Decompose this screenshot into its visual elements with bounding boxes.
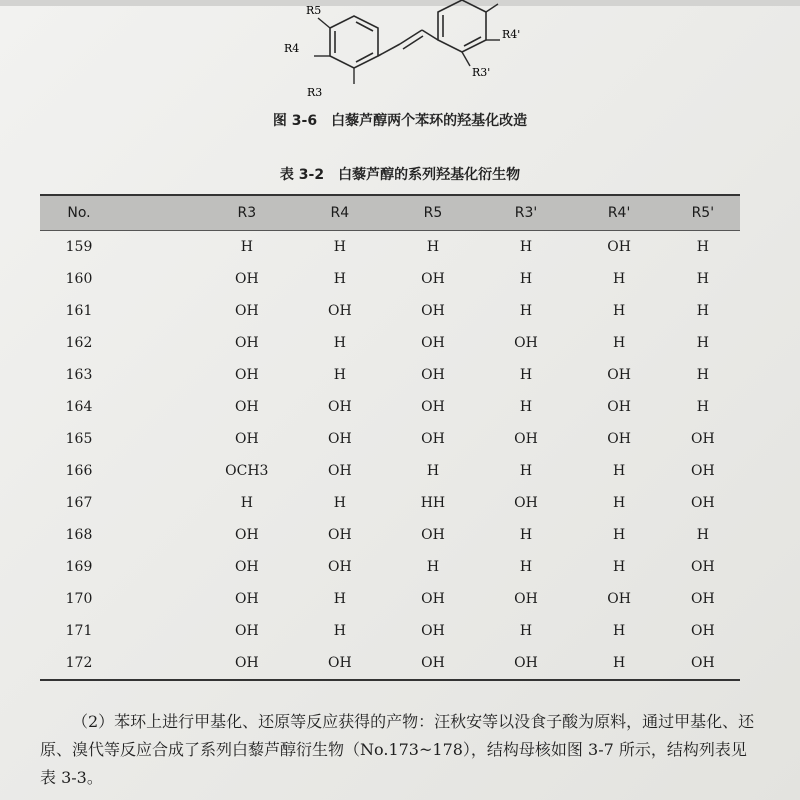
- label-r5: R5: [306, 4, 322, 17]
- substituent-cell: H: [519, 623, 533, 639]
- substituent-cell: OH: [234, 399, 259, 415]
- substituent-cell: OH: [234, 591, 259, 607]
- substituent-cell: H: [696, 271, 709, 287]
- substituent-cell: OH: [690, 431, 715, 447]
- substituent-cell: OH: [690, 495, 715, 511]
- substituent-cell: OH: [690, 623, 715, 639]
- figure-caption: [0, 110, 800, 130]
- substituent-cell: OH: [421, 623, 445, 639]
- substituent-cell: H: [612, 303, 626, 319]
- substituent-cell: OH: [607, 431, 631, 447]
- substituent-cell: H: [696, 527, 709, 543]
- substituent-cell: H: [696, 399, 709, 415]
- header-r5-prime: R5': [691, 205, 715, 221]
- substituent-cell: OH: [607, 399, 631, 415]
- substituent-cell: OH: [421, 655, 445, 671]
- substituent-cell: H: [519, 399, 533, 415]
- substituent-cell: H: [696, 367, 709, 383]
- substituent-cell: OH: [234, 431, 259, 447]
- substituent-cell: OH: [234, 623, 259, 639]
- table-row: [40, 263, 740, 295]
- resveratrol-structure-figure: [270, 0, 530, 104]
- compound-number-cell: 163: [65, 367, 93, 383]
- substituent-cell: H: [333, 495, 346, 511]
- table-row: [40, 615, 740, 647]
- substituent-cell: OH: [328, 559, 352, 575]
- substituent-cell: H: [333, 623, 346, 639]
- table-row: [40, 519, 740, 551]
- substituent-cell: H: [333, 367, 346, 383]
- substituent-cell: OH: [421, 367, 445, 383]
- table-header: [40, 194, 740, 231]
- substituent-cell: H: [519, 463, 533, 479]
- substituent-cell: OH: [328, 527, 352, 543]
- substituent-cell: OH: [690, 463, 715, 479]
- substituent-cell: H: [519, 303, 533, 319]
- substituent-cell: H: [333, 239, 346, 255]
- header-r4-prime: R4': [607, 205, 631, 221]
- substituent-cell: OH: [690, 655, 715, 671]
- substituent-cell: OH: [514, 335, 538, 351]
- compound-number-cell: 169: [65, 559, 93, 575]
- substituent-cell: OH: [234, 271, 259, 287]
- header-no: No.: [67, 205, 91, 221]
- substituent-cell: OH: [328, 399, 352, 415]
- compound-number-cell: 166: [65, 463, 93, 479]
- substituent-cell: H: [426, 559, 440, 575]
- substituent-cell: OH: [514, 495, 538, 511]
- compound-number-cell: 161: [65, 303, 93, 319]
- table-title: [0, 164, 800, 184]
- substituent-cell: OH: [607, 239, 631, 255]
- figure-caption-text: 白藜芦醇两个苯环的羟基化改造: [331, 113, 528, 129]
- substituent-cell: OH: [514, 591, 538, 607]
- table-row: [40, 487, 740, 519]
- substituent-cell: H: [240, 495, 253, 511]
- compound-number-cell: 160: [65, 271, 93, 287]
- substituent-cell: H: [333, 591, 346, 607]
- table-row: [40, 327, 740, 359]
- label-r3: R3: [307, 86, 323, 99]
- substituent-cell: H: [612, 335, 626, 351]
- substituent-cell: H: [696, 239, 709, 255]
- header-r3: R3: [237, 205, 257, 221]
- substituent-cell: H: [519, 527, 533, 543]
- substituent-cell: OH: [421, 527, 445, 543]
- substituent-cell: OH: [234, 527, 259, 543]
- substituent-cell: H: [333, 335, 346, 351]
- compound-number-cell: 170: [65, 591, 93, 607]
- substituent-cell: HH: [420, 495, 446, 511]
- compound-number-cell: 165: [65, 431, 93, 447]
- label-r3-prime: R3': [472, 66, 491, 79]
- substituent-cell: OH: [234, 367, 259, 383]
- table-title-text: 白藜芦醇的系列羟基化衍生物: [338, 167, 521, 183]
- table-row: [40, 359, 740, 391]
- substituent-cell: H: [696, 303, 709, 319]
- substituent-cell: H: [612, 655, 626, 671]
- substituent-cell: OH: [421, 399, 445, 415]
- label-r4-prime: R4': [502, 28, 521, 41]
- substituent-cell: H: [612, 559, 626, 575]
- substituent-cell: OH: [328, 303, 352, 319]
- table-number: 表 3-2: [279, 167, 325, 183]
- table-body: [40, 231, 740, 681]
- substituent-cell: OH: [421, 591, 445, 607]
- table-row: [40, 295, 740, 327]
- substituent-cell: OH: [690, 559, 715, 575]
- table-row: [40, 423, 740, 455]
- header-r5: R5: [423, 205, 443, 221]
- substituent-cell: H: [612, 527, 626, 543]
- substituent-cell: H: [612, 463, 626, 479]
- substituent-cell: H: [612, 495, 626, 511]
- compound-number-cell: 168: [65, 527, 93, 543]
- left-benzene-ring: [330, 16, 378, 68]
- substituent-cell: H: [426, 463, 440, 479]
- substituent-cell: H: [519, 271, 533, 287]
- substituent-cell: OH: [421, 271, 445, 287]
- substituent-cell: H: [696, 335, 709, 351]
- substituent-cell: OH: [690, 591, 715, 607]
- substituent-cell: H: [612, 271, 626, 287]
- substituent-cell: OH: [328, 463, 352, 479]
- header-r3-prime: R3': [514, 205, 538, 221]
- compound-number-cell: 172: [65, 655, 93, 671]
- substituent-cell: OH: [421, 431, 445, 447]
- right-benzene-ring: [438, 0, 486, 52]
- substituent-cell: OH: [421, 303, 445, 319]
- substituent-cell: OH: [234, 303, 259, 319]
- substituent-cell: OCH3: [225, 463, 269, 479]
- header-r4: R4: [330, 205, 350, 221]
- compound-number-cell: 162: [65, 335, 93, 351]
- substituent-cell: H: [519, 367, 533, 383]
- substituent-cell: OH: [234, 559, 259, 575]
- table-row: [40, 231, 740, 263]
- body-paragraph: （2）苯环上进行甲基化、还原等反应获得的产物：汪秋安等以没食子酸为原料，通过甲基化、还原、溴代等反应合成了系列白藜芦醇衍生物（No.173~178），结构母核如图 3-7 所示，结构列表见表 3-3。: [40, 712, 755, 787]
- vinyl-bridge: [378, 30, 438, 56]
- compound-number-cell: 167: [65, 495, 93, 511]
- substituent-cell: OH: [328, 655, 352, 671]
- substituent-cell: OH: [514, 655, 538, 671]
- compound-number-cell: 164: [65, 399, 93, 415]
- table-row: [40, 647, 740, 679]
- compound-number-cell: 159: [65, 239, 93, 255]
- hydroxylated-derivatives-table: [40, 194, 740, 681]
- table-row: [40, 551, 740, 583]
- substituent-cell: H: [519, 239, 533, 255]
- substituent-cell: H: [333, 271, 346, 287]
- substituent-cell: H: [519, 559, 533, 575]
- table-row: [40, 583, 740, 615]
- table-row: [40, 455, 740, 487]
- substituent-cell: OH: [421, 335, 445, 351]
- substituent-cell: OH: [234, 335, 259, 351]
- substituent-cell: OH: [607, 591, 631, 607]
- substituent-cell: OH: [234, 655, 259, 671]
- substituent-cell: H: [612, 623, 626, 639]
- label-r4: R4: [284, 42, 300, 55]
- substituent-cell: OH: [328, 431, 352, 447]
- substituent-cell: H: [240, 239, 253, 255]
- compound-number-cell: 171: [65, 623, 93, 639]
- substituent-cell: OH: [607, 367, 631, 383]
- substituent-cell: H: [426, 239, 440, 255]
- figure-number: 图 3-6: [272, 113, 318, 129]
- table-row: [40, 391, 740, 423]
- substituent-cell: OH: [514, 431, 538, 447]
